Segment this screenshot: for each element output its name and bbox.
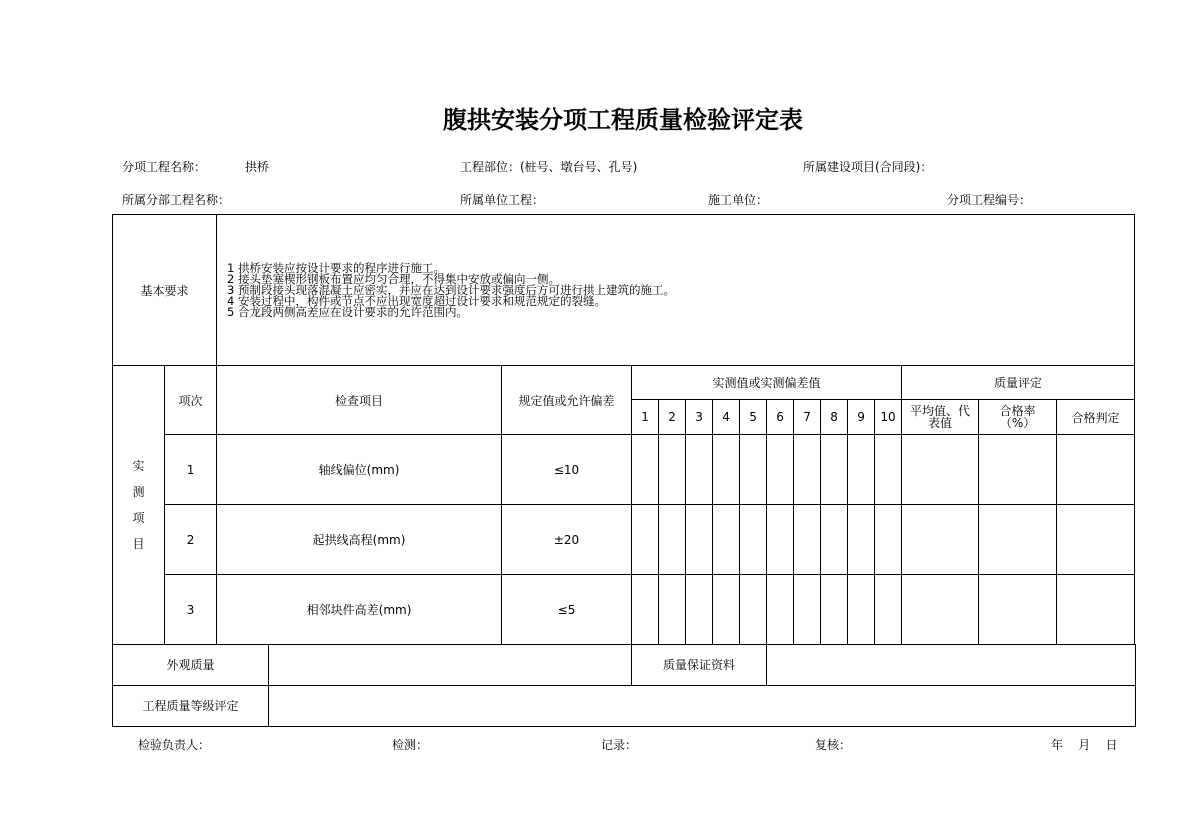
contractor-label: 施工单位： [708, 193, 769, 207]
value-cell[interactable] [767, 435, 794, 505]
record-label: 记录： [601, 738, 638, 752]
value-cell[interactable] [794, 505, 821, 575]
appearance-label: 外观质量 [113, 644, 269, 685]
value-cell[interactable] [713, 505, 740, 575]
col-header: 2 [659, 400, 686, 435]
sub-name-value: 拱桥 [245, 160, 270, 174]
col-header: 4 [713, 400, 740, 435]
value-cell[interactable] [821, 575, 848, 645]
avg-cell[interactable] [902, 505, 979, 575]
code-label: 分项工程编号： [947, 193, 1032, 207]
col-header: 6 [767, 400, 794, 435]
sub-name-label: 分项工程名称： [122, 160, 207, 174]
date-label: 年 月 日 [1051, 738, 1118, 752]
value-cell[interactable] [713, 435, 740, 505]
inspector-label: 检验负责人： [138, 738, 211, 752]
division-label: 所属分部工程名称： [122, 193, 231, 207]
value-cell[interactable] [848, 505, 875, 575]
avg-cell[interactable] [902, 435, 979, 505]
value-cell[interactable] [632, 505, 659, 575]
judge-cell[interactable] [1057, 575, 1135, 645]
rate-cell[interactable] [979, 435, 1057, 505]
value-cell[interactable] [794, 435, 821, 505]
bottom-table [112, 644, 1136, 727]
grade-field[interactable] [269, 685, 1136, 726]
row-no: 2 [165, 505, 217, 575]
req-item: 2 接头垫塞楔形钢板布置应均匀合理，不得集中安放或偏向一侧。 [227, 271, 560, 286]
row-spec: ≤5 [502, 575, 632, 645]
location-label: 工程部位：(桩号、墩台号、孔号) [460, 160, 638, 174]
value-cell[interactable] [767, 505, 794, 575]
row-item: 起拱线高程(mm) [217, 505, 502, 575]
rate-cell[interactable] [979, 505, 1057, 575]
value-cell[interactable] [659, 575, 686, 645]
table-row [113, 575, 1135, 645]
req-item: 1 拱桥安装应按设计要求的程序进行施工。 [227, 260, 445, 275]
value-cell[interactable] [686, 575, 713, 645]
basic-req-list [217, 215, 1135, 366]
value-cell[interactable] [632, 575, 659, 645]
test-label: 检测： [392, 738, 429, 752]
assurance-field[interactable] [767, 644, 1136, 685]
col-header: 3 [686, 400, 713, 435]
value-cell[interactable] [740, 505, 767, 575]
value-cell[interactable] [848, 435, 875, 505]
value-cell[interactable] [875, 505, 902, 575]
header-avg: 平均值、代表值 [902, 400, 979, 435]
col-header: 5 [740, 400, 767, 435]
value-cell[interactable] [686, 505, 713, 575]
value-cell[interactable] [659, 435, 686, 505]
grade-label: 工程质量等级评定 [113, 685, 269, 726]
value-cell[interactable] [875, 575, 902, 645]
side-char: 实 [132, 459, 145, 473]
basic-req-label: 基本要求 [113, 215, 217, 366]
req-item: 3 预制段接头现落混凝土应密实，并应在达到设计要求强度后方可进行拱上建筑的施工。 [227, 282, 675, 297]
header-item: 检查项目 [217, 366, 502, 435]
value-cell[interactable] [740, 435, 767, 505]
judge-cell[interactable] [1057, 505, 1135, 575]
value-cell[interactable] [713, 575, 740, 645]
page-title: 腹拱安装分项工程质量检验评定表 [443, 106, 803, 134]
value-cell[interactable] [632, 435, 659, 505]
col-header: 9 [848, 400, 875, 435]
header-rate: 合格率（%） [979, 400, 1057, 435]
value-cell[interactable] [659, 505, 686, 575]
req-item: 4 安装过程中，构件或节点不应出现宽度超过设计要求和规范规定的裂缝。 [227, 293, 606, 308]
table-row [113, 435, 1135, 505]
row-item: 轴线偏位(mm) [217, 435, 502, 505]
side-char: 目 [132, 537, 145, 551]
side-char: 项 [132, 511, 145, 525]
avg-cell[interactable] [902, 575, 979, 645]
header-judge: 合格判定 [1057, 400, 1135, 435]
value-cell[interactable] [767, 575, 794, 645]
review-label: 复核： [815, 738, 852, 752]
row-spec: ±20 [502, 505, 632, 575]
value-cell[interactable] [740, 575, 767, 645]
side-char: 测 [132, 485, 145, 499]
row-spec: ≤10 [502, 435, 632, 505]
header-no: 项次 [165, 366, 217, 435]
judge-cell[interactable] [1057, 435, 1135, 505]
value-cell[interactable] [794, 575, 821, 645]
col-header: 10 [875, 400, 902, 435]
col-header: 7 [794, 400, 821, 435]
col-header: 8 [821, 400, 848, 435]
row-item: 相邻块件高差(mm) [217, 575, 502, 645]
col-header: 1 [632, 400, 659, 435]
value-cell[interactable] [875, 435, 902, 505]
value-cell[interactable] [686, 435, 713, 505]
assurance-label: 质量保证资料 [632, 644, 767, 685]
appearance-field[interactable] [269, 644, 632, 685]
header-measured: 实测值或实测偏差值 [632, 366, 902, 400]
value-cell[interactable] [821, 505, 848, 575]
table-row [113, 505, 1135, 575]
value-cell[interactable] [821, 435, 848, 505]
header-spec: 规定值或允许偏差 [502, 366, 632, 435]
header-quality: 质量评定 [902, 366, 1135, 400]
project-label: 所属建设项目(合同段)： [803, 160, 933, 174]
value-cell[interactable] [848, 575, 875, 645]
inspection-table [112, 214, 1135, 645]
side-label [113, 366, 165, 645]
unit-label: 所属单位工程： [460, 193, 545, 207]
rate-cell[interactable] [979, 575, 1057, 645]
row-no: 1 [165, 435, 217, 505]
row-no: 3 [165, 575, 217, 645]
req-item: 5 合龙段两侧高差应在设计要求的允许范围内。 [227, 304, 468, 319]
